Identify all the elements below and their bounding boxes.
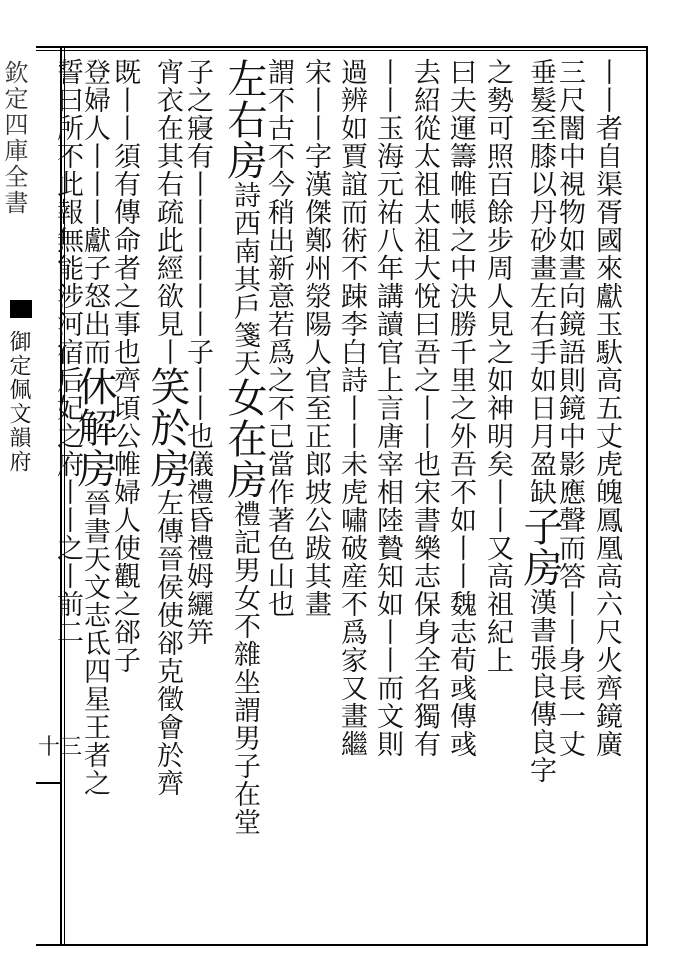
text-column	[374, 58, 401, 938]
frame-top-rule	[36, 46, 648, 48]
text-segment: 誓曰所不此報無能涉河	[52, 58, 83, 338]
text-column	[447, 58, 474, 938]
frame-top-rule-inner	[36, 50, 648, 51]
text-segment: 齊頃公帷婦人使觀之郤子	[109, 366, 140, 674]
text-segment: 宵衣在其右疏此經欲見丨	[152, 58, 183, 366]
text-segment: 宋丨丨字漢傑鄭州滎陽人官至正郎坡公跋其畫	[300, 58, 331, 618]
text-column	[144, 58, 190, 938]
text-column	[411, 58, 438, 938]
text-segment: 漢書張良傳良字	[525, 588, 556, 784]
text-segment: 謂不古不今稍出新意若爲之不已當作著色山也	[263, 58, 294, 618]
text-column	[54, 58, 81, 938]
text-segment: 禮記男女不雜坐謂男子在堂	[229, 500, 260, 836]
frame-right-rule	[646, 46, 648, 946]
page-number: 十三	[38, 735, 83, 760]
text-column	[184, 58, 211, 938]
text-segment: 詩西南其戶箋天	[229, 181, 260, 377]
text-column	[593, 58, 620, 938]
text-segment: 三尺闇中視物如晝向鏡語則鏡中影應聲而答丨丨身長一丈	[554, 58, 585, 758]
text-segment: 過辨如賈誼而術不踈李白詩丨丨未虎嘯破産不爲家又畫繼	[336, 58, 367, 758]
headword: 女在房	[221, 377, 267, 500]
text-segment: 登婦人丨丨丨獻子怒出而	[79, 58, 110, 366]
book-subtitle: 御定佩文韻府	[6, 330, 31, 474]
headword: 子房	[517, 506, 563, 588]
text-column	[302, 58, 329, 938]
text-segment: 曰夫運籌帷帳之中決勝千里之外吾不如丨丨魏志荀彧傳彧	[445, 58, 476, 758]
text-segment: 丨丨者自渠胥國來獻玉馱高五丈虎魄鳳凰高六尺火齊鏡廣	[591, 58, 622, 758]
text-column	[338, 58, 365, 938]
text-segment: 之勢可照百餘步周人見之如神明矣丨丨又高祖紀上	[482, 58, 513, 674]
text-segment: 左傳晉侯使郤克徵會於齊	[152, 489, 183, 797]
frame-bottom-rule	[36, 944, 648, 946]
headword: 左右房	[221, 58, 267, 181]
text-segment: 去紹從太祖太祖大悅曰吾之丨丨也宋書樂志保身全名獨有	[409, 58, 440, 758]
text-column	[265, 58, 292, 938]
fish-tail-mark	[10, 300, 32, 318]
text-segment: 晉書天文志氐四星王者之	[79, 489, 110, 797]
text-segment: 既丨丨須有傳命者之事也	[109, 58, 140, 366]
text-segment: 垂髮至膝以丹砂畫左右手如日月盈缺	[525, 58, 556, 506]
text-column	[517, 58, 563, 938]
book-title: 欽定四庫全書	[0, 60, 28, 216]
text-segment: 丨丨玉海元祐八年講讀官上言唐宰相陸贄知如丨丨而文則	[372, 58, 403, 758]
headword: 笑於房	[144, 366, 190, 489]
text-segment: 宿后妃之府丨丨之丨前二	[52, 338, 83, 646]
headword: 休解房	[71, 366, 117, 489]
text-column	[221, 58, 267, 938]
text-column	[111, 58, 138, 938]
text-segment: 子之寢有丨丨丨丨丨丨子丨丨也儀禮昏禮姆纚笄	[182, 58, 213, 646]
text-column	[484, 58, 511, 938]
text-column	[556, 58, 583, 938]
